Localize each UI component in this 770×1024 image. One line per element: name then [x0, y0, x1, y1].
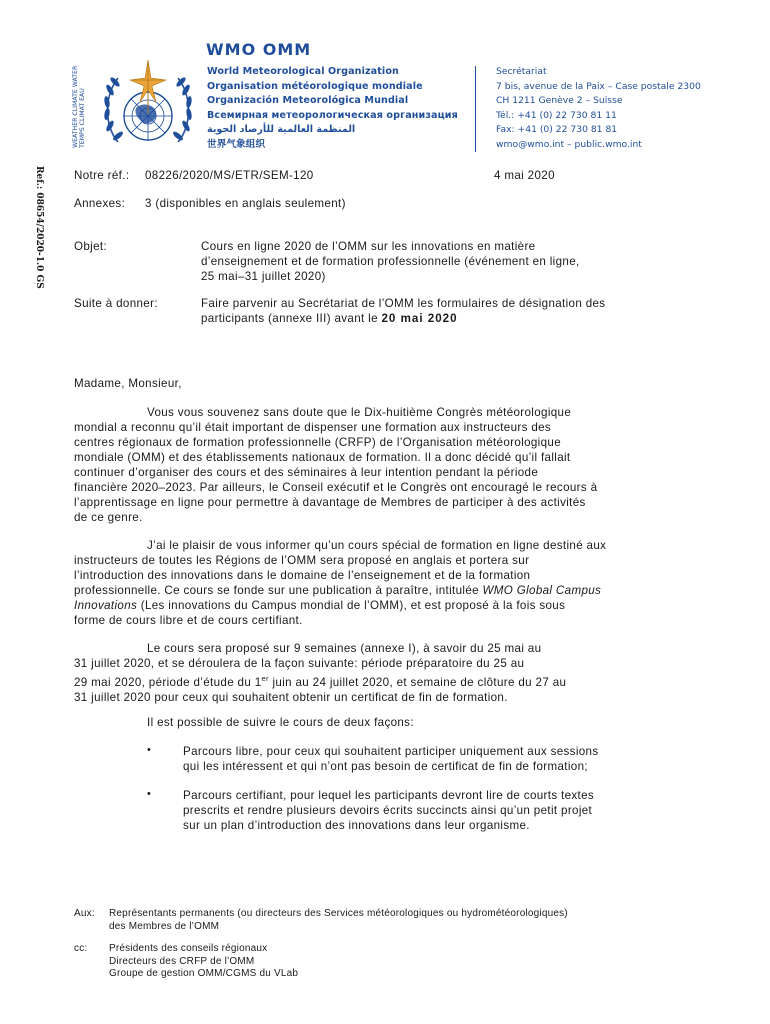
tagline-vertical: WEATHER CLIMATE WATER TEMPS CLIMAT EAU: [72, 65, 86, 148]
side-reference: Ref.: 08654/2020-1.0 GS: [34, 166, 44, 289]
paragraph-2: J’ai le plaisir de vous informer qu’un cours spécial de formation en ligne destiné aux instructeurs de toutes les Régions de l’OMM sera proposé en anglais et portera sur l’introduction des innovations dans le domaine de l’enseignement et de la formation professionnelle. Ce cours se fonde sur une publication à paraître, intitulée WMO Global Campus Innovations (Les innovations du Campus mondial de l’OMM), et est proposé à la fois sous forme de cours libre et de cours certifiant.: [74, 539, 607, 627]
brand-title: WMO OMM: [206, 40, 312, 59]
aux-label: Aux:: [74, 908, 95, 919]
secretariat-address: Secrétariat 7 bis, avenue de la Paix – Case postale 2300 CH 1211 Genève 2 – Suisse Tél.: +41 (0) 22 730 81 11 Fax: +41 (0) 22 730 81 81 wmo@wmo.int – public.wmo.int: [496, 65, 701, 153]
action-label: Suite à donner:: [74, 297, 158, 310]
paragraph-1: Vous vous souvenez sans doute que le Dix-huitième Congrès météorologique mondial a reconnu qu’il était important de dispenser une formation aux instructeurs des centres régionaux de formation professionnelle (CRFP) de l’Organisation météorologique mondiale (OMM) et des établissements nationaux de formation. Il a donc décidé qu’il fallait continuer d’organiser des cours et des séminaires à leur intention pendant la période financière 2020–2023. Par ailleurs, le Conseil exécutif et le Congrès ont encouragé le recours à l’apprentissage en ligne pour permettre à davantage de Membres de participer à des activités de ce genre.: [74, 406, 598, 524]
org-name-en: World Meteorological Organization: [207, 66, 399, 77]
bullet-2: Parcours certifiant, pour lequel les participants devront lire de courts textes prescrits et rendre plusieurs devoirs écrits succincts ainsi qu’un petit projet sur un plan d’introduction des innovations dans leur organisme.: [183, 789, 595, 832]
wmo-logo-icon: [96, 56, 200, 156]
publication-title: WMO Global Campus: [482, 584, 602, 597]
deadline-date: 20 mai 2020: [381, 312, 458, 325]
subject-label: Objet:: [74, 240, 108, 253]
bullet-1-marker: •: [147, 744, 151, 756]
salutation: Madame, Monsieur,: [74, 377, 182, 390]
ref-value: 08226/2020/MS/ETR/SEM-120: [145, 169, 314, 182]
org-name-ru: Всемирная метеорологическая организация: [207, 109, 458, 121]
paragraph-4: Il est possible de suivre le cours de deux façons:: [147, 716, 414, 729]
annexes-label: Annexes:: [74, 197, 126, 210]
action-text: Faire parvenir au Secrétariat de l’OMM les formulaires de désignation des participants (annexe III) avant le 20 mai 2020: [201, 297, 606, 325]
cc-recipients: Présidents des conseils régionaux Directeurs des CRFP de l’OMM Groupe de gestion OMM/CGMS du VLab: [109, 943, 299, 979]
org-name-es: Organización Meteorológica Mundial: [207, 95, 409, 107]
letter-date: 4 mai 2020: [494, 169, 555, 182]
ref-label: Notre réf.:: [74, 169, 130, 182]
subject-text: Cours en ligne 2020 de l’OMM sur les innovations en matière d’enseignement et de formation professionnelle (événement en ligne, 25 mai–31 juillet 2020): [201, 240, 580, 283]
org-name-fr: Organisation météorologique mondiale: [207, 80, 423, 92]
annexes-value: 3 (disponibles en anglais seulement): [145, 197, 346, 210]
header-divider: [475, 66, 476, 152]
org-name-zh: 世界气象组织: [207, 138, 266, 150]
bullet-2-marker: •: [147, 788, 151, 800]
secretariat-title: Secrétariat: [496, 66, 547, 77]
bullet-1: Parcours libre, pour ceux qui souhaitent participer uniquement aux sessions qui les intéressent et qui n’ont pas besoin de certificat de fin de formation;: [183, 745, 599, 773]
paragraph-3: Le cours sera proposé sur 9 semaines (annexe I), à savoir du 25 mai au 31 juillet 2020, et se déroulera de la façon suivante: période préparatoire du 25 au 29 mai 2020, période d’étude du 1er juin au 24 juillet 2020, et semaine de clôture du 27 au 31 juillet 2020 pour ceux qui souhaitent obtenir un certificat de fin de formation.: [74, 642, 567, 704]
aux-recipients: Représentants permanents (ou directeurs des Services météorologiques ou hydrométéorologiques) des Membres de l’OMM: [109, 908, 568, 932]
secretariat-contact: wmo@wmo.int – public.wmo.int: [496, 138, 642, 150]
cc-label: cc:: [74, 943, 88, 954]
org-name-ar: المنظمة العالمية للأرصاد الجوية: [207, 124, 356, 136]
org-names: [207, 65, 458, 153]
letterhead: [0, 0, 770, 160]
